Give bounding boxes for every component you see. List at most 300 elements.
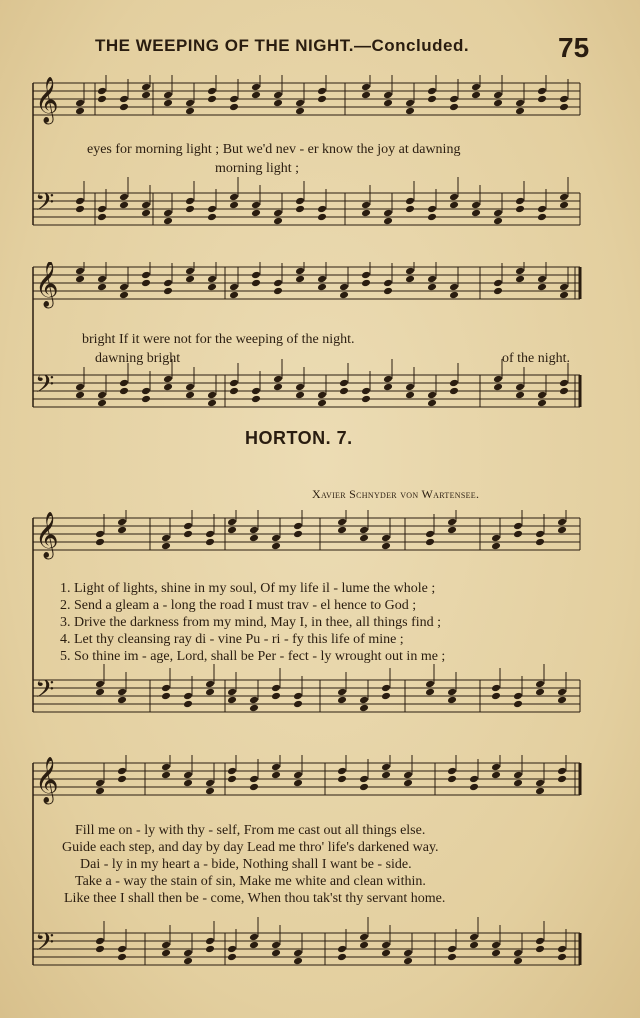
note-head bbox=[471, 209, 481, 218]
note-head bbox=[559, 291, 569, 300]
page-number: 75 bbox=[558, 32, 590, 63]
note-head bbox=[205, 945, 215, 954]
bass-staff bbox=[33, 177, 580, 225]
note-head bbox=[95, 779, 105, 788]
note-head bbox=[117, 518, 127, 527]
note-head bbox=[205, 937, 215, 946]
note-head bbox=[163, 287, 173, 296]
note-head bbox=[337, 775, 347, 784]
note-head bbox=[185, 205, 195, 214]
note-head bbox=[493, 279, 503, 288]
note-head bbox=[97, 275, 107, 284]
note-head bbox=[183, 957, 193, 966]
note-head bbox=[163, 217, 173, 226]
note-head bbox=[403, 771, 413, 780]
note-head bbox=[317, 275, 327, 284]
note-head bbox=[227, 518, 237, 527]
note-head bbox=[337, 688, 347, 697]
note-head bbox=[427, 95, 437, 104]
note-head bbox=[141, 209, 151, 218]
note-head bbox=[493, 217, 503, 226]
note-head bbox=[469, 941, 479, 950]
note-head bbox=[161, 941, 171, 950]
note-head bbox=[361, 271, 371, 280]
note-head bbox=[185, 267, 195, 276]
note-head bbox=[405, 275, 415, 284]
note-head bbox=[249, 783, 259, 792]
note-head bbox=[251, 209, 261, 218]
note-head bbox=[513, 957, 523, 966]
note-head bbox=[515, 275, 525, 284]
verse-line: Fill me on - ly with thy - self, From me cast out all things else. bbox=[75, 823, 426, 838]
treble-clef-icon: 𝄞 bbox=[35, 77, 59, 123]
note-head bbox=[317, 283, 327, 292]
note-head bbox=[381, 763, 391, 772]
note-head bbox=[295, 267, 305, 276]
bass-staff bbox=[33, 664, 580, 712]
composer-credit: Xavier Schnyder von Wartensee. bbox=[312, 487, 480, 501]
note-head bbox=[469, 783, 479, 792]
note-head bbox=[383, 287, 393, 296]
note-head bbox=[515, 197, 525, 206]
note-head bbox=[383, 91, 393, 100]
note-head bbox=[229, 201, 239, 210]
note-head bbox=[317, 399, 327, 408]
note-head bbox=[535, 680, 545, 689]
note-head bbox=[447, 518, 457, 527]
note-head bbox=[295, 99, 305, 108]
note-head bbox=[141, 91, 151, 100]
note-head bbox=[359, 775, 369, 784]
note-head bbox=[141, 387, 151, 396]
note-head bbox=[183, 771, 193, 780]
note-head bbox=[469, 933, 479, 942]
note-head bbox=[251, 387, 261, 396]
note-head bbox=[183, 692, 193, 701]
note-head bbox=[293, 692, 303, 701]
note-head bbox=[227, 526, 237, 535]
note-head bbox=[493, 375, 503, 384]
note-head bbox=[491, 763, 501, 772]
note-head bbox=[117, 696, 127, 705]
note-head bbox=[295, 383, 305, 392]
note-head bbox=[381, 684, 391, 693]
note-head bbox=[361, 387, 371, 396]
note-head bbox=[207, 399, 217, 408]
note-head bbox=[557, 518, 567, 527]
note-head bbox=[359, 941, 369, 950]
note-head bbox=[381, 771, 391, 780]
note-head bbox=[381, 542, 391, 551]
note-head bbox=[75, 197, 85, 206]
note-head bbox=[405, 205, 415, 214]
note-head bbox=[361, 209, 371, 218]
note-head bbox=[537, 391, 547, 400]
note-head bbox=[251, 83, 261, 92]
note-head bbox=[559, 201, 569, 210]
note-head bbox=[293, 522, 303, 531]
note-head bbox=[117, 767, 127, 776]
note-head bbox=[249, 534, 259, 543]
note-head bbox=[339, 387, 349, 396]
note-head bbox=[491, 542, 501, 551]
note-head bbox=[75, 99, 85, 108]
note-head bbox=[205, 779, 215, 788]
note-head bbox=[249, 933, 259, 942]
note-head bbox=[97, 391, 107, 400]
note-head bbox=[97, 205, 107, 214]
note-head bbox=[515, 205, 525, 214]
note-head bbox=[271, 542, 281, 551]
note-head bbox=[491, 949, 501, 958]
note-head bbox=[535, 779, 545, 788]
note-head bbox=[405, 197, 415, 206]
note-head bbox=[383, 217, 393, 226]
note-head bbox=[185, 197, 195, 206]
note-head bbox=[513, 700, 523, 709]
note-head bbox=[449, 283, 459, 292]
note-head bbox=[537, 205, 547, 214]
note-head bbox=[229, 291, 239, 300]
note-head bbox=[337, 945, 347, 954]
note-head bbox=[95, 688, 105, 697]
lyric-line-alt: of the night. bbox=[502, 351, 571, 366]
note-head bbox=[383, 375, 393, 384]
note-head bbox=[271, 692, 281, 701]
note-head bbox=[119, 291, 129, 300]
lyric-line-alt: morning light ; bbox=[215, 161, 299, 176]
note-head bbox=[339, 379, 349, 388]
note-head bbox=[273, 375, 283, 384]
verse-line: Take a - way the stain of sin, Make me white and clean within. bbox=[75, 874, 426, 889]
note-head bbox=[183, 949, 193, 958]
lyric-line: eyes for morning light ; But we'd nev - er know the joy at dawning bbox=[87, 142, 461, 157]
note-head bbox=[557, 953, 567, 962]
note-head bbox=[449, 103, 459, 112]
note-head bbox=[227, 767, 237, 776]
verse-line: 5. So thine im - age, Lord, shall be Per - fect - ly wrought out in me ; bbox=[60, 649, 446, 664]
note-head bbox=[427, 399, 437, 408]
note-head bbox=[361, 91, 371, 100]
note-head bbox=[185, 107, 195, 116]
verse-line: 3. Drive the darkness from my mind, May I, in thee, all things find ; bbox=[60, 615, 442, 630]
treble-staff bbox=[33, 510, 580, 560]
note-head bbox=[515, 383, 525, 392]
note-head bbox=[229, 379, 239, 388]
note-head bbox=[337, 526, 347, 535]
note-head bbox=[117, 526, 127, 535]
note-head bbox=[491, 771, 501, 780]
note-head bbox=[317, 87, 327, 96]
verse-line: Like thee I shall then be - come, When thou tak'st thy servant home. bbox=[64, 891, 446, 906]
note-head bbox=[183, 522, 193, 531]
note-head bbox=[97, 283, 107, 292]
note-head bbox=[119, 387, 129, 396]
note-head bbox=[359, 534, 369, 543]
note-head bbox=[359, 933, 369, 942]
note-head bbox=[403, 779, 413, 788]
note-head bbox=[447, 526, 457, 535]
note-head bbox=[515, 391, 525, 400]
note-head bbox=[229, 193, 239, 202]
note-head bbox=[75, 107, 85, 116]
note-head bbox=[205, 538, 215, 547]
note-head bbox=[361, 201, 371, 210]
note-head bbox=[383, 209, 393, 218]
note-head bbox=[425, 688, 435, 697]
note-head bbox=[513, 771, 523, 780]
note-head bbox=[493, 383, 503, 392]
lyric-line-alt: dawning bright bbox=[95, 351, 181, 366]
note-head bbox=[513, 779, 523, 788]
note-head bbox=[515, 267, 525, 276]
note-head bbox=[249, 696, 259, 705]
note-head bbox=[227, 945, 237, 954]
note-head bbox=[447, 953, 457, 962]
note-head bbox=[557, 767, 567, 776]
note-head bbox=[359, 526, 369, 535]
note-head bbox=[471, 83, 481, 92]
note-head bbox=[557, 526, 567, 535]
note-head bbox=[273, 287, 283, 296]
music-system-2 bbox=[25, 262, 585, 427]
note-head bbox=[427, 275, 437, 284]
note-head bbox=[251, 395, 261, 404]
note-head bbox=[251, 201, 261, 210]
note-head bbox=[229, 103, 239, 112]
note-head bbox=[447, 696, 457, 705]
note-head bbox=[403, 957, 413, 966]
note-head bbox=[405, 99, 415, 108]
note-head bbox=[97, 399, 107, 408]
note-head bbox=[271, 534, 281, 543]
note-head bbox=[207, 275, 217, 284]
note-head bbox=[251, 279, 261, 288]
note-head bbox=[381, 949, 391, 958]
note-head bbox=[293, 700, 303, 709]
note-head bbox=[95, 530, 105, 539]
note-head bbox=[493, 99, 503, 108]
note-head bbox=[117, 688, 127, 697]
note-head bbox=[185, 391, 195, 400]
note-head bbox=[383, 99, 393, 108]
verse-line: Dai - ly in my heart a - bide, Nothing shall I want be - side. bbox=[80, 857, 412, 872]
bass-clef-icon: 𝄢 bbox=[35, 370, 55, 405]
note-head bbox=[427, 205, 437, 214]
hymn-title: HORTON. 7. bbox=[245, 428, 353, 448]
note-head bbox=[207, 391, 217, 400]
note-head bbox=[535, 688, 545, 697]
music-system-1 bbox=[25, 75, 585, 245]
treble-clef-icon: 𝄞 bbox=[35, 757, 59, 803]
note-head bbox=[95, 937, 105, 946]
note-head bbox=[229, 283, 239, 292]
note-head bbox=[271, 771, 281, 780]
note-head bbox=[249, 704, 259, 713]
note-head bbox=[295, 391, 305, 400]
note-head bbox=[427, 283, 437, 292]
note-head bbox=[513, 522, 523, 531]
note-head bbox=[161, 949, 171, 958]
note-head bbox=[119, 95, 129, 104]
note-head bbox=[295, 197, 305, 206]
note-head bbox=[537, 275, 547, 284]
note-head bbox=[559, 283, 569, 292]
note-head bbox=[295, 205, 305, 214]
note-head bbox=[183, 530, 193, 539]
note-head bbox=[557, 945, 567, 954]
note-head bbox=[295, 107, 305, 116]
note-head bbox=[557, 775, 567, 784]
note-head bbox=[163, 91, 173, 100]
note-head bbox=[535, 530, 545, 539]
note-head bbox=[337, 953, 347, 962]
note-head bbox=[293, 530, 303, 539]
note-head bbox=[337, 696, 347, 705]
note-head bbox=[559, 95, 569, 104]
note-head bbox=[405, 391, 415, 400]
note-head bbox=[471, 201, 481, 210]
note-head bbox=[95, 680, 105, 689]
note-head bbox=[405, 107, 415, 116]
note-head bbox=[559, 103, 569, 112]
note-head bbox=[75, 275, 85, 284]
note-head bbox=[141, 395, 151, 404]
note-head bbox=[249, 775, 259, 784]
note-head bbox=[293, 771, 303, 780]
note-head bbox=[229, 387, 239, 396]
note-head bbox=[447, 775, 457, 784]
note-head bbox=[161, 542, 171, 551]
note-head bbox=[183, 779, 193, 788]
note-head bbox=[559, 379, 569, 388]
note-head bbox=[95, 945, 105, 954]
note-head bbox=[537, 399, 547, 408]
note-head bbox=[493, 91, 503, 100]
note-head bbox=[513, 949, 523, 958]
note-head bbox=[249, 526, 259, 535]
note-head bbox=[535, 787, 545, 796]
note-head bbox=[273, 217, 283, 226]
note-head bbox=[491, 684, 501, 693]
note-head bbox=[163, 375, 173, 384]
note-head bbox=[425, 538, 435, 547]
note-head bbox=[141, 271, 151, 280]
note-head bbox=[559, 387, 569, 396]
note-head bbox=[119, 193, 129, 202]
note-head bbox=[381, 692, 391, 701]
note-head bbox=[273, 209, 283, 218]
note-head bbox=[317, 213, 327, 222]
note-head bbox=[403, 949, 413, 958]
note-head bbox=[97, 87, 107, 96]
note-head bbox=[447, 767, 457, 776]
note-head bbox=[227, 696, 237, 705]
note-head bbox=[361, 83, 371, 92]
note-head bbox=[537, 283, 547, 292]
note-head bbox=[491, 534, 501, 543]
note-head bbox=[557, 688, 567, 697]
bass-clef-icon: 𝄢 bbox=[35, 928, 55, 963]
note-head bbox=[163, 383, 173, 392]
note-head bbox=[163, 279, 173, 288]
note-head bbox=[117, 775, 127, 784]
note-head bbox=[95, 787, 105, 796]
note-head bbox=[273, 279, 283, 288]
note-head bbox=[75, 267, 85, 276]
note-head bbox=[271, 941, 281, 950]
note-head bbox=[75, 205, 85, 214]
note-head bbox=[295, 275, 305, 284]
note-head bbox=[359, 696, 369, 705]
running-title: THE WEEPING OF THE NIGHT.—Concluded. bbox=[95, 36, 470, 55]
note-head bbox=[251, 91, 261, 100]
note-head bbox=[359, 783, 369, 792]
note-head bbox=[161, 534, 171, 543]
treble-clef-icon: 𝄞 bbox=[35, 512, 59, 558]
verse-line: 4. Let thy cleansing ray di - vine Pu - ri - fy this life of mine ; bbox=[60, 632, 404, 647]
note-head bbox=[97, 213, 107, 222]
note-head bbox=[207, 87, 217, 96]
bass-clef-icon: 𝄢 bbox=[35, 675, 55, 710]
note-head bbox=[405, 267, 415, 276]
page-header bbox=[0, 30, 640, 70]
note-head bbox=[513, 692, 523, 701]
note-head bbox=[185, 99, 195, 108]
note-head bbox=[405, 383, 415, 392]
note-head bbox=[163, 209, 173, 218]
lyric-line: bright If it were not for the weeping of the night. bbox=[82, 332, 355, 347]
note-head bbox=[207, 95, 217, 104]
note-head bbox=[361, 279, 371, 288]
note-head bbox=[557, 696, 567, 705]
note-head bbox=[119, 201, 129, 210]
note-head bbox=[493, 287, 503, 296]
note-head bbox=[273, 91, 283, 100]
note-head bbox=[449, 387, 459, 396]
note-head bbox=[273, 99, 283, 108]
note-head bbox=[339, 283, 349, 292]
treble-staff bbox=[33, 755, 580, 805]
note-head bbox=[141, 201, 151, 210]
note-head bbox=[493, 209, 503, 218]
note-head bbox=[537, 87, 547, 96]
note-head bbox=[513, 530, 523, 539]
note-head bbox=[427, 391, 437, 400]
note-head bbox=[205, 530, 215, 539]
note-head bbox=[449, 379, 459, 388]
verse-line: 1. Light of lights, shine in my soul, Of my life il - lume the whole ; bbox=[60, 581, 436, 596]
note-head bbox=[515, 99, 525, 108]
note-head bbox=[207, 205, 217, 214]
note-head bbox=[427, 87, 437, 96]
note-head bbox=[449, 291, 459, 300]
note-head bbox=[271, 949, 281, 958]
verse-line: 2. Send a gleam a - long the road I must trav - el hence to God ; bbox=[60, 598, 417, 613]
note-head bbox=[337, 767, 347, 776]
note-head bbox=[205, 688, 215, 697]
note-head bbox=[185, 383, 195, 392]
note-head bbox=[185, 275, 195, 284]
note-head bbox=[535, 538, 545, 547]
note-head bbox=[227, 953, 237, 962]
note-head bbox=[251, 271, 261, 280]
note-head bbox=[361, 395, 371, 404]
note-head bbox=[317, 205, 327, 214]
note-head bbox=[227, 775, 237, 784]
note-head bbox=[161, 771, 171, 780]
note-head bbox=[381, 941, 391, 950]
